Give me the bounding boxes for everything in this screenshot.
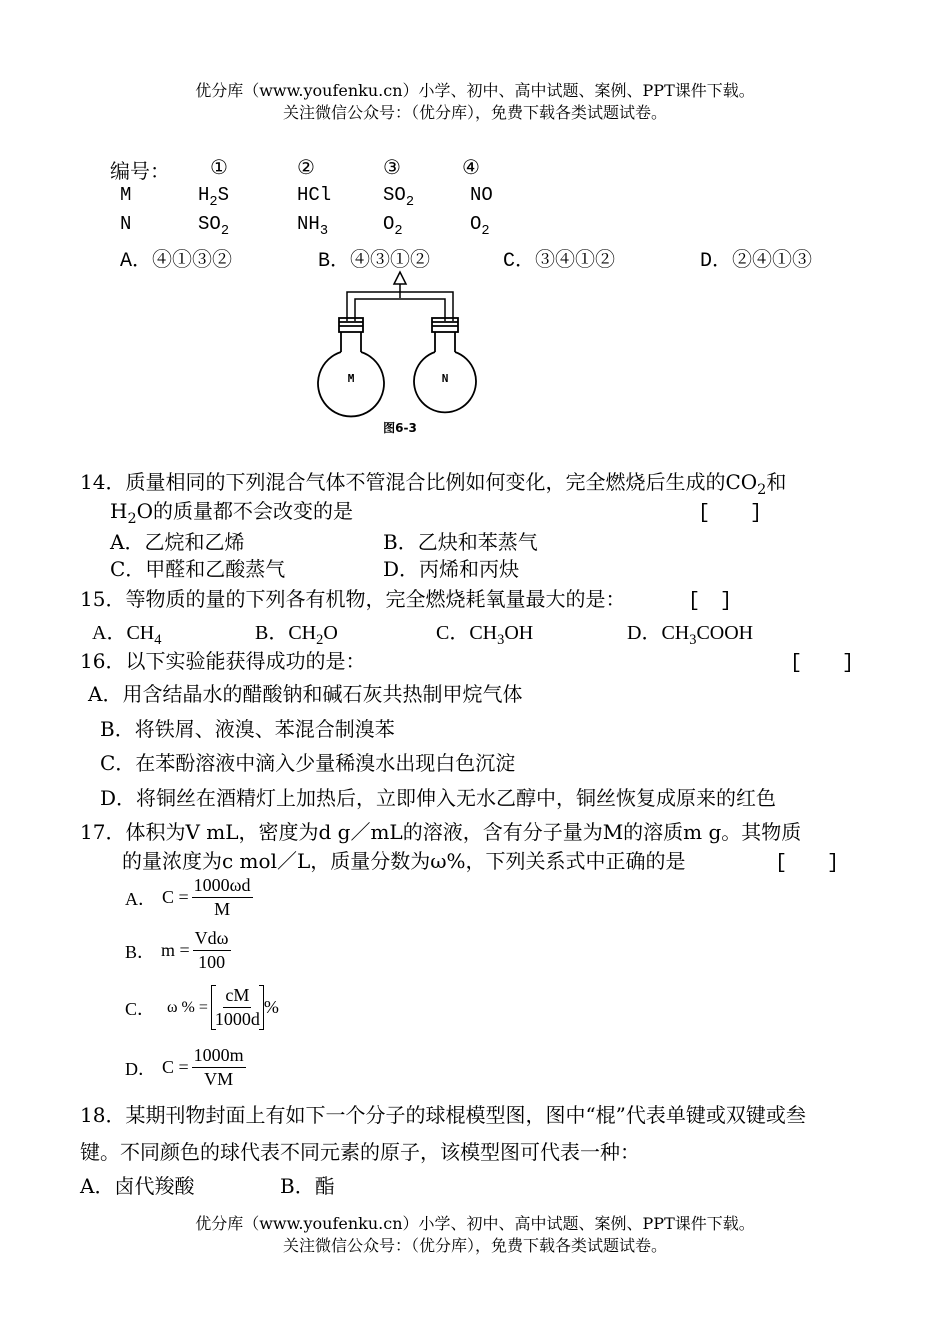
- up-arrow-icon: [394, 272, 406, 298]
- q17-option-d-lhs: C =: [162, 1057, 189, 1077]
- q17-option-c: [125, 985, 279, 1030]
- q15-option-a: A．$CH_4$: [92, 622, 162, 649]
- q17-option-d-fraction: $\frac{1000m}{VM}$: [193, 1045, 244, 1089]
- flask-apparatus-figure: [310, 266, 490, 441]
- table-num-1: ①: [210, 158, 228, 181]
- q16-stem: 16．以下实验能获得成功的是：: [80, 649, 366, 673]
- q17-option-a-fraction: $\frac{1000\omega d}{M}$: [193, 875, 251, 919]
- q13-option-d: D．②④①③: [700, 250, 813, 273]
- flask-m-label: M: [347, 372, 355, 385]
- q18-stem-line2: 键。不同颜色的球代表不同元素的原子，该模型图可代表一种：: [80, 1140, 640, 1164]
- q16-answer-bracket: [ ]: [790, 652, 855, 675]
- q14-option-a: A．乙烷和乙烯: [110, 530, 245, 554]
- table-num-3: ③: [383, 158, 401, 181]
- q14-option-b: B．乙炔和苯蒸气: [383, 530, 538, 554]
- q14-option-d: D．丙烯和丙炔: [383, 557, 520, 581]
- row-m-cell-2: HCl: [297, 184, 332, 206]
- q16-option-a: A．用含结晶水的醋酸钠和碱石灰共热制甲烷气体: [88, 682, 523, 706]
- q14-answer-bracket: [ ]: [698, 502, 763, 525]
- q17-option-c-bracket: $\frac{cM}{1000d}$: [211, 985, 264, 1030]
- q15-option-d: D．$CH_3COOH$: [627, 622, 754, 649]
- q17-option-b-lhs: m =: [161, 940, 190, 960]
- flask-n-label: N: [441, 372, 449, 385]
- q17-answer-bracket: [ ]: [775, 852, 840, 875]
- q17-option-d-label: D．: [125, 1058, 156, 1079]
- page-footer-line2: 关注微信公众号：（优分库），免费下载各类试题试卷。: [282, 1236, 667, 1255]
- q15-option-b: B．$CH_2O$: [255, 622, 338, 649]
- table-number-label: 编号：: [110, 162, 170, 185]
- q18-option-b: B．酯: [280, 1174, 335, 1198]
- q17-option-a: [125, 875, 253, 920]
- q13-option-b: B．④③①②: [318, 250, 431, 273]
- q17-option-d: [125, 1045, 246, 1090]
- q17-option-c-suffix: %: [263, 997, 279, 1017]
- table-num-4: ④: [462, 158, 480, 181]
- row-n-cell-2: $NH_3$: [297, 213, 329, 239]
- row-n-label: N: [120, 213, 132, 235]
- q16-option-c: C．在苯酚溶液中滴入少量稀溴水出现白色沉淀: [100, 751, 516, 775]
- page-footer-line1: 优分库（www.youfenku.cn）小学、初中、高中试题、案例、PPT课件下载。: [195, 1214, 755, 1233]
- flask-m: [318, 318, 384, 416]
- q13-option-a: A．④①③②: [120, 250, 233, 273]
- row-m-cell-4: NO: [470, 184, 493, 206]
- q15-option-c: C．$CH_3OH$: [436, 622, 534, 649]
- q18-stem-line1: 18．某期刊物封面上有如下一个分子的球棍模型图，图中“棍”代表单键或双键或叁: [80, 1103, 806, 1127]
- q17-option-b-label: B．: [125, 941, 156, 962]
- q14-option-c: C．甲醛和乙酸蒸气: [110, 557, 286, 581]
- row-n-cell-1: $SO_2$: [198, 213, 230, 239]
- page-header-line2: 关注微信公众号：（优分库），免费下载各类试题试卷。: [282, 103, 667, 122]
- q15-stem: 15．等物质的量的下列各有机物，完全燃烧耗氧量最大的是：: [80, 587, 626, 611]
- page-header-line1: 优分库（www.youfenku.cn）小学、初中、高中试题、案例、PPT课件下载。: [195, 81, 755, 100]
- q18-option-a: A．卤代羧酸: [80, 1174, 195, 1198]
- q17-option-b: [125, 928, 231, 973]
- q13-option-c: C．③④①②: [503, 250, 616, 273]
- q16-option-d: D．将铜丝在酒精灯上加热后，立即伸入无水乙醇中，铜丝恢复成原来的红色: [100, 786, 777, 810]
- q17-option-c-label: C．: [125, 998, 156, 1019]
- q17-option-a-label: A．: [125, 888, 156, 909]
- q17-stem-line2: 的量浓度为c mol／L，质量分数为ω%，下列关系式中正确的是: [122, 849, 686, 873]
- row-m-cell-3: $SO_2$: [383, 184, 415, 210]
- q15-answer-bracket: [ ]: [688, 590, 733, 613]
- q17-option-b-fraction: $\frac{\text{Vdω}}{100}$: [194, 928, 229, 972]
- q14-stem-line2: $H_2O$的质量都不会改变的是: [110, 499, 354, 528]
- row-m-label: M: [120, 184, 132, 206]
- row-n-cell-4: $O_2$: [470, 213, 490, 239]
- table-num-2: ②: [297, 158, 315, 181]
- figure-caption: 图6-3: [383, 421, 417, 435]
- q14-stem-line1: 14．质量相同的下列混合气体不管混合比例如何变化，完全燃烧后生成的$CO_2$和: [80, 470, 787, 499]
- q17-option-a-lhs: C =: [162, 887, 189, 907]
- q17-option-c-lhs: ω % =: [167, 998, 208, 1016]
- q17-stem-line1: 17．体积为V mL，密度为d g／mL的溶液，含有分子量为M的溶质m g。其物质: [80, 820, 802, 844]
- q16-option-b: B．将铁屑、液溴、苯混合制溴苯: [100, 717, 395, 741]
- row-n-cell-3: $O_2$: [383, 213, 403, 239]
- row-m-cell-1: $H_2S$: [198, 184, 230, 210]
- flask-n: [414, 318, 476, 412]
